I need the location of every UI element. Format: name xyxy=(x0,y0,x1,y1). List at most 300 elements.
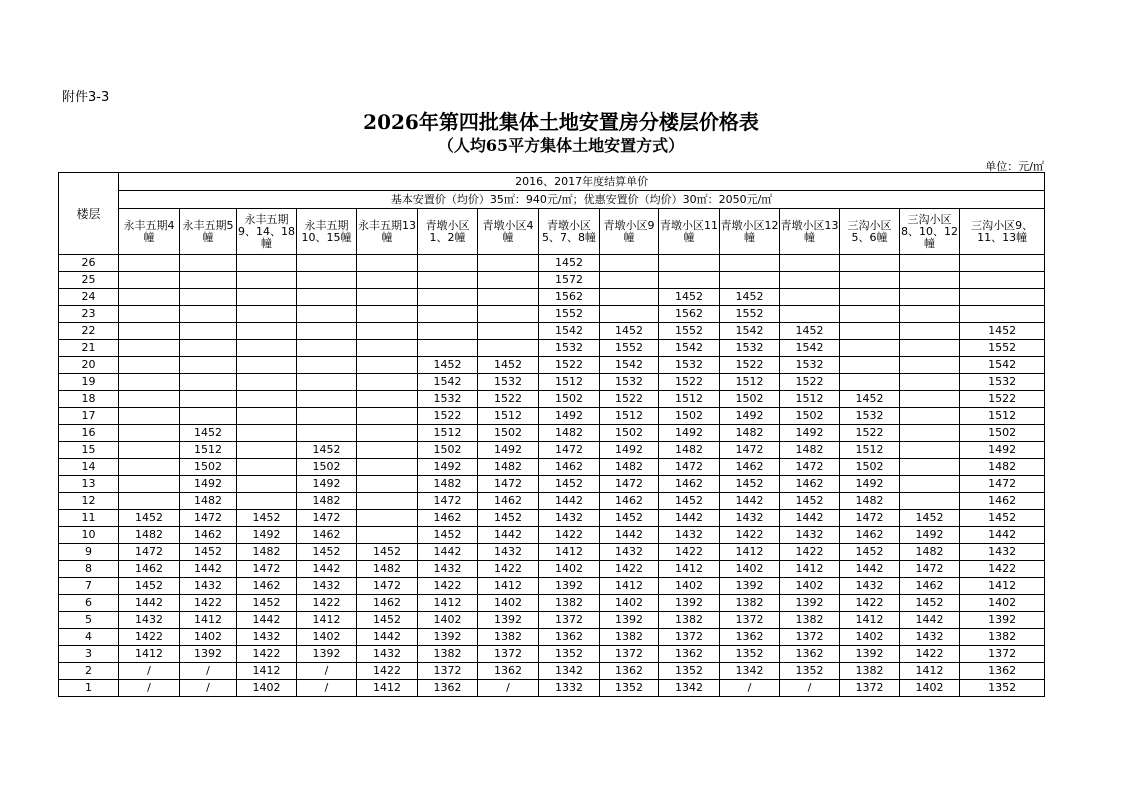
price-cell: 1492 xyxy=(900,527,960,544)
price-cell: 1452 xyxy=(357,544,418,561)
price-cell xyxy=(900,306,960,323)
price-cell: 1462 xyxy=(539,459,600,476)
price-cell: 1392 xyxy=(418,629,478,646)
price-cell xyxy=(478,272,539,289)
table-row xyxy=(59,323,1045,340)
price-cell xyxy=(418,306,478,323)
price-cell: 1442 xyxy=(780,510,840,527)
table-row xyxy=(59,561,1045,578)
price-cell: 1512 xyxy=(539,374,600,391)
price-cell xyxy=(900,442,960,459)
price-cell: 1442 xyxy=(659,510,720,527)
price-cell: 1472 xyxy=(539,442,600,459)
price-table xyxy=(58,172,1045,697)
table-row xyxy=(59,357,1045,374)
price-cell: 1372 xyxy=(539,612,600,629)
price-cell: 1422 xyxy=(600,561,659,578)
price-cell: 1452 xyxy=(418,357,478,374)
price-cell: 1422 xyxy=(119,629,180,646)
price-cell: 1412 xyxy=(119,646,180,663)
price-cell: 1502 xyxy=(478,425,539,442)
price-cell: 1332 xyxy=(539,680,600,697)
price-cell: 1402 xyxy=(237,680,297,697)
price-cell: 1452 xyxy=(960,323,1045,340)
price-cell: 1432 xyxy=(720,510,780,527)
price-cell: 1452 xyxy=(900,510,960,527)
price-cell: 1542 xyxy=(960,357,1045,374)
price-cell: 1472 xyxy=(478,476,539,493)
price-cell: 1542 xyxy=(539,323,600,340)
price-cell xyxy=(357,357,418,374)
price-cell: 1442 xyxy=(840,561,900,578)
price-cell xyxy=(180,272,237,289)
price-cell: 1502 xyxy=(297,459,357,476)
price-cell: 1392 xyxy=(539,578,600,595)
table-row xyxy=(59,578,1045,595)
price-cell: 1462 xyxy=(720,459,780,476)
price-cell: 1452 xyxy=(720,289,780,306)
price-cell: 1452 xyxy=(478,510,539,527)
price-cell: 1352 xyxy=(659,663,720,680)
price-cell: 1512 xyxy=(840,442,900,459)
price-cell: 1452 xyxy=(840,391,900,408)
floor-cell: 11 xyxy=(59,510,119,527)
price-cell: 1482 xyxy=(780,442,840,459)
price-cell: 1422 xyxy=(478,561,539,578)
price-cell: 1482 xyxy=(960,459,1045,476)
price-cell xyxy=(960,289,1045,306)
price-cell xyxy=(119,340,180,357)
price-cell: 1442 xyxy=(600,527,659,544)
price-cell xyxy=(840,255,900,272)
price-cell: 1512 xyxy=(418,425,478,442)
price-cell: 1422 xyxy=(418,578,478,595)
price-cell: 1522 xyxy=(418,408,478,425)
price-cell: 1482 xyxy=(357,561,418,578)
floor-cell: 4 xyxy=(59,629,119,646)
price-cell: 1472 xyxy=(900,561,960,578)
table-row xyxy=(59,272,1045,289)
price-cell xyxy=(237,493,297,510)
floor-cell: 2 xyxy=(59,663,119,680)
table-row xyxy=(59,629,1045,646)
column-header: 三沟小区5、6幢 xyxy=(840,209,900,255)
price-cell: 1432 xyxy=(840,578,900,595)
price-cell: 1472 xyxy=(297,510,357,527)
price-cell: 1462 xyxy=(180,527,237,544)
price-cell: 1472 xyxy=(237,561,297,578)
price-cell: 1522 xyxy=(659,374,720,391)
price-cell: 1392 xyxy=(780,595,840,612)
price-cell xyxy=(180,374,237,391)
table-row xyxy=(59,459,1045,476)
price-cell: 1492 xyxy=(418,459,478,476)
price-cell xyxy=(297,289,357,306)
price-cell: 1452 xyxy=(600,323,659,340)
price-cell: 1432 xyxy=(180,578,237,595)
price-cell xyxy=(297,306,357,323)
price-cell: 1462 xyxy=(478,493,539,510)
column-header: 永丰五期5幢 xyxy=(180,209,237,255)
price-cell: 1412 xyxy=(539,544,600,561)
price-cell: 1462 xyxy=(297,527,357,544)
price-cell: 1502 xyxy=(539,391,600,408)
price-cell: 1372 xyxy=(780,629,840,646)
price-cell: 1382 xyxy=(720,595,780,612)
table-row xyxy=(59,255,1045,272)
price-cell: 1362 xyxy=(780,646,840,663)
price-cell: 1362 xyxy=(659,646,720,663)
price-cell: 1412 xyxy=(840,612,900,629)
price-cell xyxy=(119,493,180,510)
price-cell: 1372 xyxy=(840,680,900,697)
price-cell xyxy=(237,289,297,306)
price-cell xyxy=(180,391,237,408)
price-cell xyxy=(900,255,960,272)
floor-cell: 10 xyxy=(59,527,119,544)
price-cell: 1542 xyxy=(600,357,659,374)
column-header: 青墩小区13幢 xyxy=(780,209,840,255)
price-cell xyxy=(237,476,297,493)
price-cell xyxy=(900,374,960,391)
price-cell: 1392 xyxy=(840,646,900,663)
price-cell: 1452 xyxy=(900,595,960,612)
price-cell: 1532 xyxy=(478,374,539,391)
price-cell xyxy=(960,306,1045,323)
price-cell: 1422 xyxy=(237,646,297,663)
price-cell: 1502 xyxy=(418,442,478,459)
price-cell xyxy=(119,374,180,391)
floor-cell: 17 xyxy=(59,408,119,425)
price-cell: 1402 xyxy=(539,561,600,578)
price-cell xyxy=(119,408,180,425)
price-cell: / xyxy=(720,680,780,697)
price-cell: 1452 xyxy=(539,255,600,272)
price-cell: 1452 xyxy=(180,544,237,561)
price-cell: 1382 xyxy=(539,595,600,612)
price-cell: 1422 xyxy=(180,595,237,612)
table-row xyxy=(59,646,1045,663)
column-header: 青墩小区9幢 xyxy=(600,209,659,255)
price-cell: 1472 xyxy=(659,459,720,476)
price-cell: 1462 xyxy=(119,561,180,578)
price-cell: 1342 xyxy=(659,680,720,697)
column-header: 青墩小区4幢 xyxy=(478,209,539,255)
price-cell xyxy=(180,289,237,306)
price-cell: 1502 xyxy=(840,459,900,476)
price-cell: 1502 xyxy=(780,408,840,425)
price-cell: 1352 xyxy=(780,663,840,680)
table-row xyxy=(59,663,1045,680)
price-cell: 1392 xyxy=(478,612,539,629)
price-cell xyxy=(357,493,418,510)
price-cell xyxy=(357,459,418,476)
price-cell xyxy=(900,357,960,374)
price-cell xyxy=(297,255,357,272)
table-row xyxy=(59,289,1045,306)
price-cell: 1362 xyxy=(539,629,600,646)
price-cell xyxy=(357,306,418,323)
price-cell: 1372 xyxy=(720,612,780,629)
price-cell xyxy=(119,442,180,459)
price-cell: 1502 xyxy=(720,391,780,408)
price-cell xyxy=(900,323,960,340)
price-header: 基本安置价（均价）35㎡：940元/㎡；优惠安置价（均价）30㎡：2050元/㎡ xyxy=(119,191,1045,209)
price-cell: 1342 xyxy=(720,663,780,680)
price-cell: 1402 xyxy=(840,629,900,646)
price-cell: 1372 xyxy=(659,629,720,646)
price-cell: 1502 xyxy=(960,425,1045,442)
price-cell xyxy=(600,272,659,289)
price-cell xyxy=(840,306,900,323)
price-cell: 1532 xyxy=(840,408,900,425)
price-cell: 1492 xyxy=(478,442,539,459)
price-cell xyxy=(357,255,418,272)
price-cell: 1552 xyxy=(659,323,720,340)
price-cell xyxy=(237,442,297,459)
column-header: 青墩小区11幢 xyxy=(659,209,720,255)
price-cell xyxy=(237,408,297,425)
price-cell: 1432 xyxy=(900,629,960,646)
price-cell: 1532 xyxy=(780,357,840,374)
price-cell xyxy=(418,272,478,289)
price-cell: 1442 xyxy=(180,561,237,578)
price-cell: 1432 xyxy=(659,527,720,544)
price-cell: / xyxy=(180,663,237,680)
price-cell: 1452 xyxy=(297,544,357,561)
price-cell: 1522 xyxy=(780,374,840,391)
price-cell: 1402 xyxy=(900,680,960,697)
price-cell: 1402 xyxy=(478,595,539,612)
price-cell: 1512 xyxy=(659,391,720,408)
price-cell: 1482 xyxy=(720,425,780,442)
price-cell: 1442 xyxy=(297,561,357,578)
floor-cell: 21 xyxy=(59,340,119,357)
floor-cell: 3 xyxy=(59,646,119,663)
price-cell: 1462 xyxy=(900,578,960,595)
price-cell xyxy=(900,408,960,425)
floor-cell: 1 xyxy=(59,680,119,697)
price-cell xyxy=(900,459,960,476)
price-cell: 1522 xyxy=(600,391,659,408)
price-cell: 1492 xyxy=(237,527,297,544)
price-cell: 1432 xyxy=(237,629,297,646)
price-cell xyxy=(900,425,960,442)
price-cell: 1452 xyxy=(720,476,780,493)
column-header: 永丰五期10、15幢 xyxy=(297,209,357,255)
price-cell: 1452 xyxy=(418,527,478,544)
price-cell: 1442 xyxy=(539,493,600,510)
price-cell: 1422 xyxy=(840,595,900,612)
price-cell: 1412 xyxy=(237,663,297,680)
floor-header: 楼层 xyxy=(59,173,119,255)
price-cell: 1452 xyxy=(119,510,180,527)
price-cell xyxy=(237,391,297,408)
price-cell: 1402 xyxy=(180,629,237,646)
price-cell: 1542 xyxy=(780,340,840,357)
table-row xyxy=(59,612,1045,629)
price-cell: 1432 xyxy=(297,578,357,595)
price-cell: 1532 xyxy=(600,374,659,391)
price-cell xyxy=(840,289,900,306)
price-cell: 1522 xyxy=(960,391,1045,408)
price-cell: 1552 xyxy=(539,306,600,323)
price-cell: 1422 xyxy=(539,527,600,544)
price-cell xyxy=(357,391,418,408)
floor-cell: 16 xyxy=(59,425,119,442)
price-cell: 1532 xyxy=(960,374,1045,391)
price-cell: 1552 xyxy=(960,340,1045,357)
table-row xyxy=(59,680,1045,697)
price-cell: 1392 xyxy=(720,578,780,595)
price-cell: 1452 xyxy=(539,476,600,493)
price-cell: 1502 xyxy=(180,459,237,476)
price-cell xyxy=(119,323,180,340)
price-cell xyxy=(659,255,720,272)
price-cell: 1452 xyxy=(119,578,180,595)
price-cell: 1492 xyxy=(840,476,900,493)
price-cell: 1442 xyxy=(357,629,418,646)
price-cell: 1372 xyxy=(418,663,478,680)
price-cell xyxy=(600,306,659,323)
page-title: 2026年第四批集体土地安置房分楼层价格表 xyxy=(363,110,759,134)
price-cell: 1452 xyxy=(659,493,720,510)
price-cell xyxy=(900,493,960,510)
price-cell: 1572 xyxy=(539,272,600,289)
column-header: 青墩小区5、7、8幢 xyxy=(539,209,600,255)
table-row xyxy=(59,476,1045,493)
price-cell: / xyxy=(478,680,539,697)
price-cell: 1482 xyxy=(119,527,180,544)
price-cell: 1472 xyxy=(418,493,478,510)
price-cell: 1422 xyxy=(900,646,960,663)
price-cell: 1372 xyxy=(478,646,539,663)
price-cell: 1482 xyxy=(539,425,600,442)
price-cell xyxy=(900,272,960,289)
price-cell: 1412 xyxy=(960,578,1045,595)
price-cell xyxy=(840,374,900,391)
floor-cell: 8 xyxy=(59,561,119,578)
price-cell xyxy=(237,323,297,340)
price-cell xyxy=(119,425,180,442)
price-cell: 1412 xyxy=(357,680,418,697)
price-cell xyxy=(600,289,659,306)
price-cell xyxy=(357,527,418,544)
price-cell: 1362 xyxy=(418,680,478,697)
price-cell xyxy=(180,408,237,425)
price-cell: / xyxy=(119,663,180,680)
price-cell: 1362 xyxy=(960,663,1045,680)
price-cell: 1412 xyxy=(600,578,659,595)
price-cell: 1462 xyxy=(600,493,659,510)
price-cell: 1482 xyxy=(418,476,478,493)
price-cell: 1502 xyxy=(659,408,720,425)
price-cell: 1562 xyxy=(659,306,720,323)
price-cell xyxy=(418,323,478,340)
price-cell: 1522 xyxy=(720,357,780,374)
price-cell xyxy=(180,340,237,357)
floor-cell: 15 xyxy=(59,442,119,459)
floor-cell: 6 xyxy=(59,595,119,612)
price-cell: 1352 xyxy=(539,646,600,663)
price-cell xyxy=(119,476,180,493)
price-cell xyxy=(357,408,418,425)
column-header: 三沟小区8、10、12幢 xyxy=(900,209,960,255)
price-cell xyxy=(357,510,418,527)
price-cell: 1532 xyxy=(418,391,478,408)
price-cell: 1522 xyxy=(478,391,539,408)
price-cell xyxy=(960,272,1045,289)
price-cell xyxy=(780,255,840,272)
price-cell xyxy=(780,306,840,323)
price-cell: 1412 xyxy=(418,595,478,612)
price-cell xyxy=(297,391,357,408)
price-cell: 1462 xyxy=(659,476,720,493)
floor-cell: 25 xyxy=(59,272,119,289)
price-cell xyxy=(418,255,478,272)
table-row xyxy=(59,306,1045,323)
price-cell: 1442 xyxy=(960,527,1045,544)
price-cell xyxy=(237,340,297,357)
price-cell: 1432 xyxy=(539,510,600,527)
price-cell xyxy=(357,476,418,493)
price-cell xyxy=(840,340,900,357)
price-cell: 1412 xyxy=(780,561,840,578)
price-cell: 1452 xyxy=(659,289,720,306)
table-row xyxy=(59,595,1045,612)
price-cell xyxy=(119,272,180,289)
price-cell xyxy=(237,272,297,289)
price-cell xyxy=(357,289,418,306)
price-cell: 1412 xyxy=(900,663,960,680)
price-cell xyxy=(357,374,418,391)
price-cell xyxy=(659,272,720,289)
price-cell: 1442 xyxy=(119,595,180,612)
price-cell: 1382 xyxy=(600,629,659,646)
floor-cell: 26 xyxy=(59,255,119,272)
price-cell: 1352 xyxy=(720,646,780,663)
price-cell: 1352 xyxy=(960,680,1045,697)
price-cell: 1512 xyxy=(180,442,237,459)
price-cell xyxy=(237,306,297,323)
price-cell: 1452 xyxy=(960,510,1045,527)
price-cell: 1422 xyxy=(960,561,1045,578)
price-cell: 1452 xyxy=(237,510,297,527)
price-cell: 1382 xyxy=(418,646,478,663)
price-cell: 1422 xyxy=(720,527,780,544)
price-cell: 1442 xyxy=(418,544,478,561)
price-cell xyxy=(119,391,180,408)
price-cell: 1452 xyxy=(357,612,418,629)
price-cell: 1472 xyxy=(780,459,840,476)
price-cell: 1432 xyxy=(960,544,1045,561)
price-cell xyxy=(780,289,840,306)
price-cell xyxy=(297,374,357,391)
price-cell xyxy=(840,323,900,340)
price-cell: / xyxy=(780,680,840,697)
price-cell: 1392 xyxy=(960,612,1045,629)
price-cell: 1542 xyxy=(659,340,720,357)
price-cell: 1452 xyxy=(237,595,297,612)
price-cell: 1462 xyxy=(418,510,478,527)
price-cell: 1382 xyxy=(840,663,900,680)
price-cell xyxy=(297,323,357,340)
price-cell: 1412 xyxy=(180,612,237,629)
price-cell: / xyxy=(180,680,237,697)
price-cell: / xyxy=(297,663,357,680)
price-cell: 1532 xyxy=(720,340,780,357)
price-cell: 1402 xyxy=(418,612,478,629)
